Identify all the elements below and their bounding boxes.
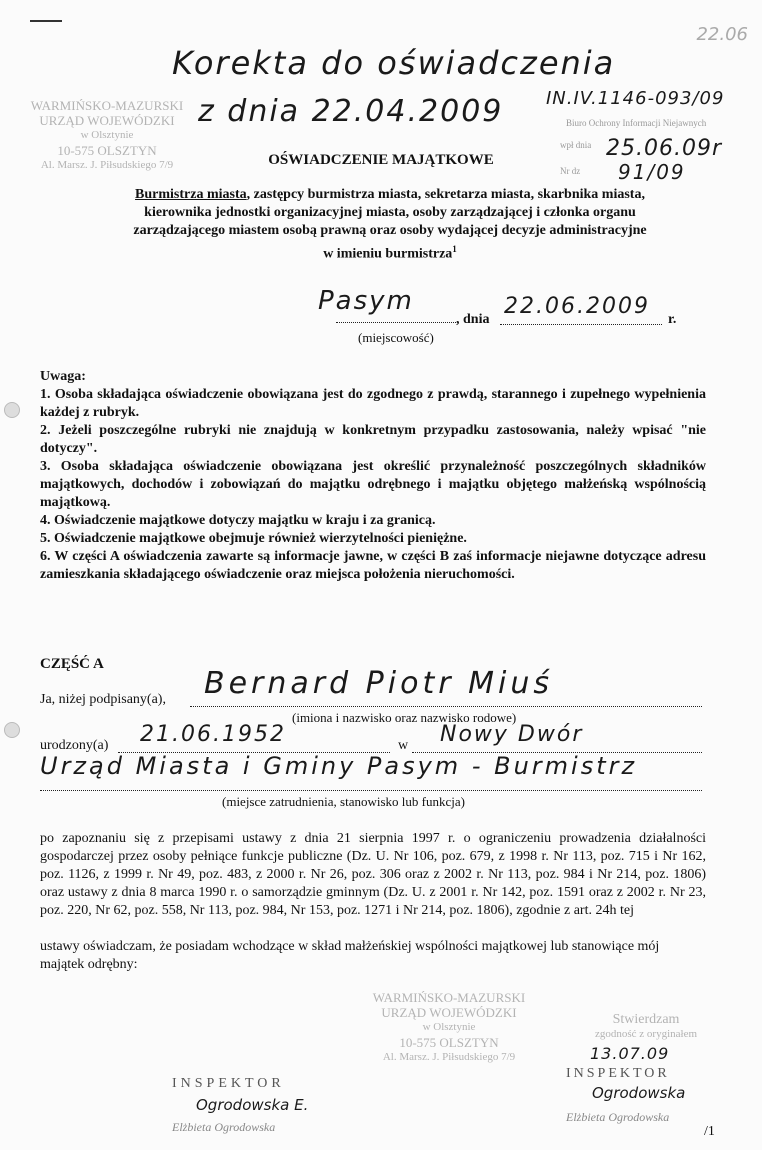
uwaga-section xyxy=(40,368,706,584)
born-place-handwritten: Nowy Dwór xyxy=(440,722,584,747)
punch-hole-2 xyxy=(4,722,20,738)
subtitle-line2: kierownika jednostki organizacyjnej miasta, osoby zarządzającej i członka organu xyxy=(144,205,636,220)
uwaga-item-5: 5. Oświadczenie majątkowe obejmuje również wierzytelności pieniężne. xyxy=(40,531,467,546)
page-mark: /1 xyxy=(704,1124,715,1139)
part-a-body: po zapoznaniu się z przepisami ustawy z dnia 21 sierpnia 1997 r. o ograniczeniu prowadzenia działalności gospodarczej przez osoby pełniące funkcje publiczne (Dz. U. Nr 106, poz. 679, z 1998 r. Nr 113, poz. 715 i Nr 162, poz. 1126, z 1999 r. Nr 49, poz. 483, z 2000 r. Nr 26, poz. 306 oraz z 2002 r. Nr 113, poz. 984 i Nr 214, poz. 1806) oraz ustawy z dnia 8 marca 1990 r. o samorządzie gminnym (Dz. U. z 2001 r. Nr 142, poz. 1591 oraz z 2002 r. Nr 23, poz. 220, Nr 62, poz. 558, Nr 113, poz. 984, Nr 153, poz. 1271 i Nr 214, poz. 1806), zgodnie z art. 24h tej xyxy=(40,831,706,918)
born-date-handwritten: 21.06.1952 xyxy=(140,722,286,747)
part-a-body2: ustawy oświadczam, że posiadam wchodzące w skład małżeńskiej wspólności majątkowej lub stanowiące mój majątek odrębny: xyxy=(40,939,660,972)
subtitle-line4: w imieniu burmistrza xyxy=(323,246,453,262)
date-suffix: r. xyxy=(668,312,677,327)
inspector-left-name: Elżbieta Ogrodowska xyxy=(172,1120,276,1134)
certify-line2: zgodność z oryginałem xyxy=(594,1028,698,1040)
registry-nr: 91/09 xyxy=(618,160,686,184)
stamp-bottom-line5: Al. Marsz. J. Piłsudskiego 7/9 xyxy=(382,1051,516,1063)
stamp-bottom-line3: w Olsztynie xyxy=(422,1021,476,1033)
subtitle xyxy=(60,186,720,264)
born-label: urodzony(a) xyxy=(40,738,109,753)
corner-mark: 22.06 xyxy=(696,24,748,45)
inspector-left-role: INSPEKTOR xyxy=(172,1076,285,1091)
dnia-label: , dnia xyxy=(456,312,490,327)
w-label: w xyxy=(398,738,409,753)
registry-date-label: wpł dnia xyxy=(560,140,592,150)
certify-signature: Ogrodowska xyxy=(592,1084,686,1102)
certify-line1: Stwierdzam xyxy=(612,1012,680,1027)
place-caption: (miejscowość) xyxy=(358,330,434,345)
name-handwritten: Bernard Piotr Miuś xyxy=(204,666,553,701)
place-handwritten: Pasym xyxy=(318,286,414,316)
subtitle-rest1: , zastępcy burmistrza miasta, sekretarza miasta, skarbnika miasta, xyxy=(246,187,645,202)
subtitle-underlined: Burmistrza miasta xyxy=(135,187,247,202)
registry-number: IN.IV.1146-093/09 xyxy=(546,88,725,109)
certify-role: INSPEKTOR xyxy=(566,1066,670,1081)
employer-caption: (miejsce zatrudnienia, stanowisko lub funkcja) xyxy=(222,794,465,809)
employer-handwritten: Urząd Miasta i Gminy Pasym - Burmistrz xyxy=(40,752,638,780)
date-dotted-line xyxy=(500,324,662,325)
registry-date: 25.06.09r xyxy=(606,136,723,161)
punch-hole-1 xyxy=(4,402,20,418)
document-title: OŚWIADCZENIE MAJĄTKOWE xyxy=(268,152,494,168)
registry-office-label: Biuro Ochrony Informacji Niejawnych xyxy=(566,118,707,128)
uwaga-heading: Uwaga: xyxy=(40,369,86,384)
stamp-top-line5: Al. Marsz. J. Piłsudskiego 7/9 xyxy=(40,159,174,171)
date-handwritten: 22.06.2009 xyxy=(504,294,650,319)
margin-dash xyxy=(30,20,62,22)
stamp-top-line4: 10-575 OLSZTYN xyxy=(57,143,157,158)
inspector-left-signature: Ogrodowska E. xyxy=(196,1096,309,1114)
stamp-top-line2: URZĄD WOJEWÓDZKI xyxy=(39,113,175,128)
employer-dotted-line xyxy=(40,790,702,791)
registry-nr-label: Nr dz xyxy=(560,166,581,176)
correction-heading-line1: Korekta do oświadczenia xyxy=(172,44,616,82)
uwaga-item-4: 4. Oświadczenie majątkowe dotyczy majątku w kraju i za granicą. xyxy=(40,513,436,528)
footnote-marker: 1 xyxy=(452,244,457,254)
place-dotted-line xyxy=(336,322,456,323)
stamp-top-line3: w Olsztynie xyxy=(80,129,134,141)
certify-stamp xyxy=(576,1012,716,1042)
stamp-bottom-line4: 10-575 OLSZTYN xyxy=(399,1035,499,1050)
stamp-top-line1: WARMIŃSKO-MAZURSKI xyxy=(30,98,184,113)
name-caption: (imiona i nazwisko oraz nazwisko rodowe) xyxy=(292,710,517,725)
uwaga-item-3: 3. Osoba składająca oświadczenie obowiązana jest określić przynależność poszczególnych składników majątkowych, dochodów i zobowiązań do majątku odrębnego i majątku objętego małżeńską wspólnością majątkową. xyxy=(40,459,706,510)
name-dotted-line xyxy=(190,706,702,707)
certify-name: Elżbieta Ogrodowska xyxy=(566,1110,670,1124)
ja-label: Ja, niżej podpisany(a), xyxy=(40,692,166,707)
stamp-bottom-line2: URZĄD WOJEWÓDZKI xyxy=(381,1005,517,1020)
stamp-bottom-line1: WARMIŃSKO-MAZURSKI xyxy=(372,990,526,1005)
certify-date: 13.07.09 xyxy=(590,1044,670,1063)
uwaga-item-2: 2. Jeżeli poszczególne rubryki nie znajdują w konkretnym przypadku zastosowania, należy wpisać "nie dotyczy". xyxy=(40,423,706,456)
subtitle-line3: zarządzającego miastem osobą prawną oraz osoby wydającej decyzje administracyjne xyxy=(133,223,647,238)
uwaga-item-1: 1. Osoba składająca oświadczenie obowiązana jest do zgodnego z prawdą, starannego i zupełnego wypełnienia każdej z rubryk. xyxy=(40,387,706,420)
stamp-bottom xyxy=(342,990,556,1065)
correction-heading-line2: z dnia 22.04.2009 xyxy=(198,94,504,129)
part-a-heading: CZĘŚĆ A xyxy=(40,656,104,672)
uwaga-item-6: 6. W części A oświadczenia zawarte są informacje jawne, w części B zaś informacje niejawne dotyczące adresu zamieszkania składającego oświadczenie oraz miejsca położenia nieruchomości. xyxy=(40,549,706,582)
